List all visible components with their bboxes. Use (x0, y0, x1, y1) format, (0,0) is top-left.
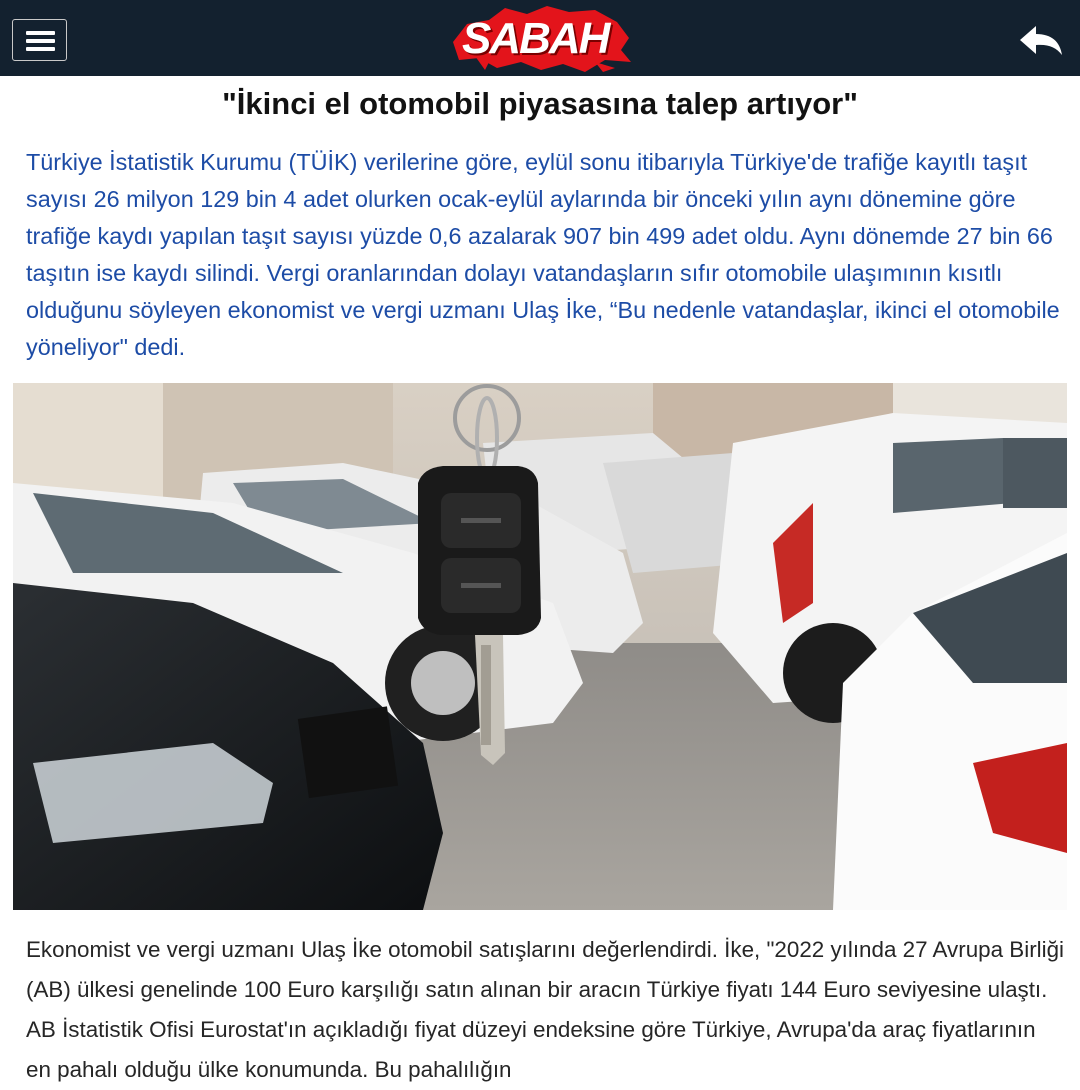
car-key-parking-lot-image (13, 383, 1067, 910)
article-lead: Türkiye İstatistik Kurumu (TÜİK) verilerine göre, eylül sonu itibarıyla Türkiye'de trafiğe kayıtlı taşıt sayısı 26 milyon 129 bin 4 adet olurken ocak-eylül aylarında bir önceki yılın aynı dönemine göre trafiğe kaydı yapılan taşıt sayısı yüzde 0,6 azalarak 907 bin 499 adet oldu. Aynı dönemde 27 bin 66 taşıtın ise kaydı silindi. Vergi oranlarından dolayı vatandaşların sıfır otomobile ulaşımının kısıtlı olduğunu söyleyen ekonomist ve vergi uzmanı Ulaş İke, “Bu nedenle vatandaşlar, ikinci el otomobile yöneliyor" dedi. (26, 149, 1060, 360)
logo-text: SABAH (462, 14, 609, 63)
hamburger-menu-icon[interactable] (12, 19, 67, 61)
top-navigation-bar (0, 0, 1080, 76)
article-photo (13, 383, 1067, 910)
article-headline: "İkinci el otomobil piyasasına talep artıyor" (222, 86, 858, 121)
article-body: Ekonomist ve vergi uzmanı Ulaş İke otomobil satışlarını değerlendirdi. İke, "2022 yılında 27 Avrupa Birliği (AB) ülkesi genelinde 100 Euro karşılığı satın alınan bir aracın Türkiye fiyatı 144 Euro seviyesine ulaştı. AB İstatistik Ofisi Eurostat'ın açıkladığı fiyat düzeyi endeksine göre Türkiye, Avrupa'da araç fiyatlarının en pahalı olduğu ülke konumunda. Bu pahalılığın (26, 937, 1065, 1082)
reply-back-icon[interactable] (1016, 22, 1064, 58)
